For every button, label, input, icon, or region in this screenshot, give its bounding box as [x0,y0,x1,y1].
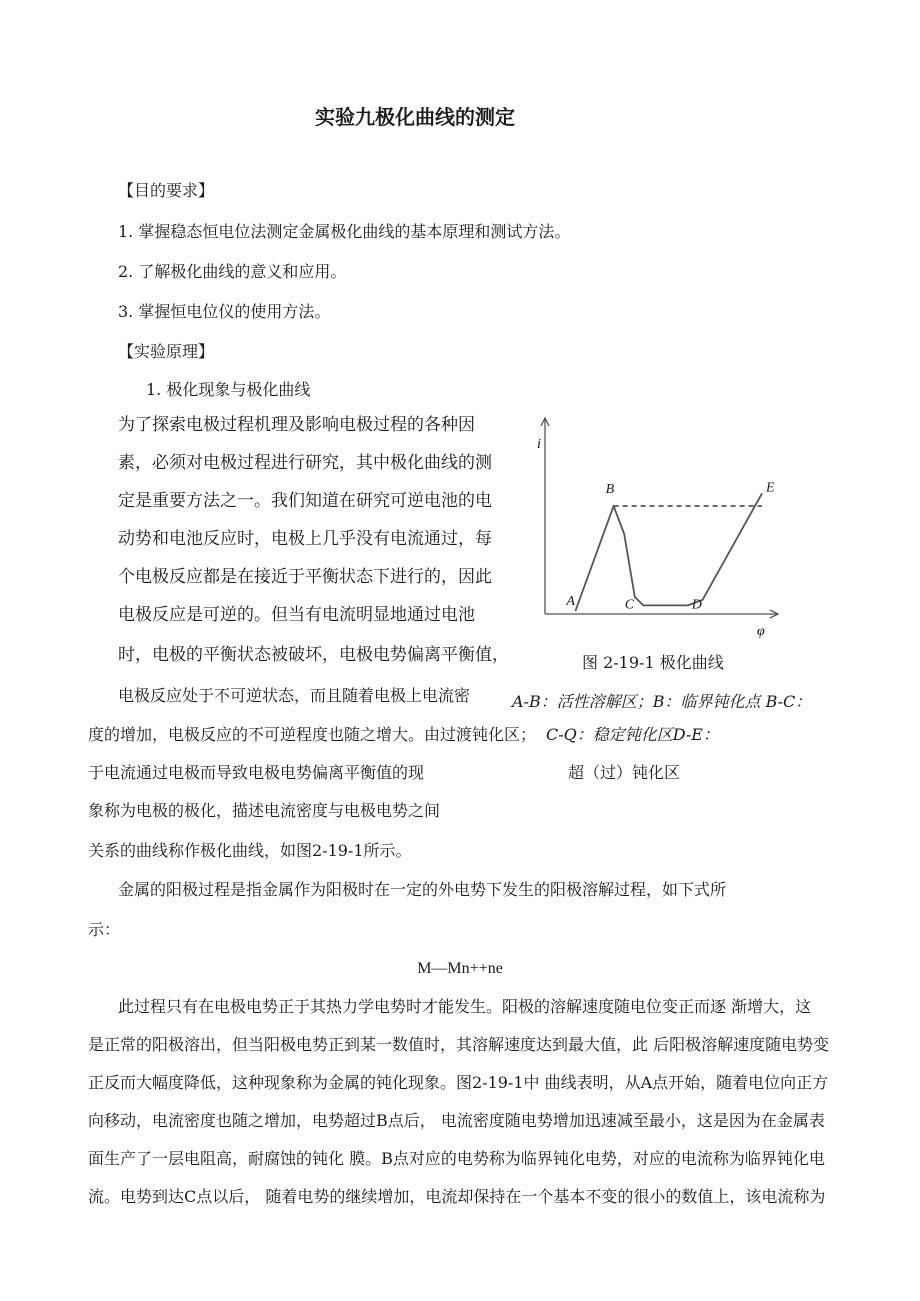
polarization-chart [520,410,795,642]
objective-item: 1. 掌握稳态恒电位法测定金属极化曲线的基本原理和测试方法。 [118,222,571,241]
objective-item: 3. 掌握恒电位仪的使用方法。 [118,302,331,321]
point-label-B: B [605,482,615,497]
polarization-figure [520,410,795,646]
paragraph-line: 象称为电极的极化，描述电流密度与电极电势之间 [88,801,441,820]
paragraph-line: 度的增加，电极反应的不可逆程度也随之增大。由过渡钝化区； [88,725,537,744]
page-title: 实验九极化曲线的测定 [315,105,515,129]
y-axis-label: i [537,437,541,452]
paragraph-line: 金属的阳极过程是指金属作为阳极时在一定的外电势下发生的阳极溶解过程，如下式所 [118,880,727,899]
paragraph-line: 为了探索电极过程机理及影响电极过程的各种因 [118,415,475,435]
paragraph-line: 示： [88,920,121,939]
paragraph-line: 定是重要方法之一。我们知道在研究可逆电池的电 [118,491,492,511]
section-heading-objectives: 【目的要求】 [118,181,215,200]
paragraph-line: 电极反应处于不可逆状态，而且随着电极上电流密 [118,686,471,705]
paragraph-line: 动势和电池反应时，电极上几乎没有电流通过，每 [118,529,492,549]
paragraph-line: 正反而大幅度降低，这种现象称为金属的钝化现象。图2-19-1中 曲线表明，从A点开始，随着电位向正方 [88,1073,829,1092]
paragraph-line: 向移动，电流密度也随之增加，电势超过B点后， 电流密度随电势增加迅速减至最小，这是因为在金属表 [88,1111,825,1130]
paragraph-line: 面生产了一层电阻高，耐腐蚀的钝化 膜。B点对应的电势称为临界钝化电势，对应的电流称为临界钝化电 [88,1149,825,1168]
x-axis-label: φ [757,624,765,639]
paragraph-line: 流。电势到达C点以后， 随着电势的继续增加，电流却保持在一个基本不变的很小的数值上，该电流称为 [88,1187,826,1206]
figure-legend: 超（过）钝化区 [568,763,681,782]
paragraph-line: 于电流通过电极而导致电极电势偏离平衡值的现 [88,763,425,782]
section-heading-principle: 【实验原理】 [118,342,215,361]
figure-caption: 图 2-19-1 极化曲线 [582,653,724,672]
paragraph-line: 个电极反应都是在接近于平衡状态下进行的，因此 [118,567,492,587]
paragraph-line: 关系的曲线称作极化曲线，如图2-19-1所示。 [88,841,412,860]
objective-item: 2. 了解极化曲线的意义和应用。 [118,262,347,281]
paragraph-line: 是正常的阳极溶出，但当阳极电势正到某一数值时，其溶解速度达到最大值，此 后阳极溶解速度随电势变 [88,1035,830,1054]
paragraph-line: 电极反应是可逆的。但当有电流明显地通过电池 [118,605,475,625]
point-label-C: C [624,597,635,613]
subsection-heading: 1. 极化现象与极化曲线 [146,380,311,399]
reaction-formula: M—Mn++ne [417,960,503,977]
paragraph-line: 此过程只有在电极电势正于其热力学电势时才能发生。阳极的溶解速度随电位变正而逐 渐增大，这 [118,997,812,1016]
series-polarization-curve [575,493,762,611]
figure-legend: C-Q：稳定钝化区D-E： [546,725,719,744]
paragraph-line: 时，电极的平衡状态被破坏，电极电势偏离平衡值， [118,645,509,665]
point-label-E: E [766,480,775,496]
paragraph-line: 素，必须对电极过程进行研究，其中极化曲线的测 [118,453,492,473]
point-label-D: D [691,597,702,613]
figure-legend: A-B：活性溶解区；B：临界钝化点 B-C： [512,692,812,711]
point-label-A: A [566,594,575,609]
